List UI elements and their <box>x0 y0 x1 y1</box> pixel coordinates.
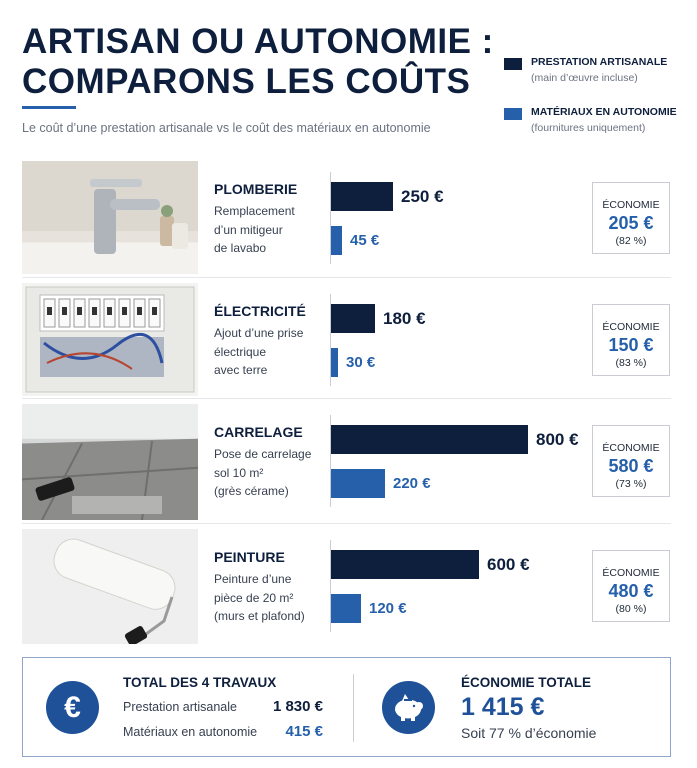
bar-autonomie-label: 220 € <box>393 475 431 492</box>
row-divider <box>22 277 671 278</box>
totals-panel <box>22 657 671 757</box>
bar-autonomie-label: 120 € <box>369 600 407 617</box>
legend-item-artisan <box>504 56 694 106</box>
tiles-photo <box>22 404 198 520</box>
legend-label: MATÉRIAUX EN AUTONOMIE <box>531 106 677 118</box>
row-divider <box>22 398 671 399</box>
savings-percent: (80 %) <box>615 603 647 615</box>
total-artisan-value: 1 830 € <box>272 698 323 715</box>
page-title <box>22 22 494 102</box>
legend-sub: (fournitures uniquement) <box>531 122 646 134</box>
category-title: PEINTURE <box>214 549 285 565</box>
category-title: CARRELAGE <box>214 424 303 440</box>
description-line: d’un mitigeur <box>214 222 283 237</box>
total-autonomie-value: 415 € <box>285 723 323 740</box>
category-title: ÉLECTRICITÉ <box>214 303 306 319</box>
savings-value: 150 € <box>608 335 654 355</box>
description-line: Peinture d’une <box>214 572 292 586</box>
category-description <box>214 202 324 258</box>
legend-swatch-artisan <box>504 58 522 70</box>
bar-autonomie-label: 45 € <box>350 232 380 249</box>
category-description <box>214 570 324 626</box>
bar-autonomie-label: 30 € <box>346 354 376 371</box>
piggy-bank-icon <box>382 681 435 734</box>
bar-artisan <box>331 550 479 579</box>
savings-percent: (82 %) <box>615 235 647 247</box>
savings-value: 480 € <box>608 581 654 601</box>
bar-artisan-label: 180 € <box>383 309 426 328</box>
savings-label: ÉCONOMIE <box>602 442 660 454</box>
bar-autonomie <box>331 594 361 623</box>
category-title: PLOMBERIE <box>214 181 298 197</box>
total-artisan-label: Prestation artisanale <box>123 700 237 714</box>
savings-percent: (73 %) <box>615 478 647 490</box>
savings-value: 580 € <box>608 456 654 476</box>
electric-panel-photo <box>22 283 198 396</box>
legend-swatch-autonomie <box>504 108 522 120</box>
description-line: Ajout d’une prise <box>214 326 304 340</box>
totals-separator <box>353 674 354 742</box>
savings-value: 205 € <box>608 213 654 233</box>
faucet-photo <box>22 161 198 274</box>
savings-percent: (83 %) <box>615 357 647 369</box>
total-autonomie-label: Matériaux en autonomie <box>123 725 258 739</box>
bar-artisan <box>331 304 375 333</box>
savings-box <box>592 425 670 497</box>
legend-label: PRESTATION ARTISANALE <box>531 56 668 68</box>
description-line: pièce de 20 m² <box>214 590 294 605</box>
savings-label: ÉCONOMIE <box>602 321 660 333</box>
bar-autonomie <box>331 469 385 498</box>
total-heading: TOTAL DES 4 TRAVAUX <box>123 675 277 690</box>
title-underline <box>22 106 76 109</box>
description-line: (grès cérame) <box>214 484 289 498</box>
description-line: de lavabo <box>214 241 267 255</box>
bar-artisan-label: 600 € <box>487 555 530 574</box>
description-line: électrique <box>214 344 267 359</box>
svg-text:€: € <box>64 691 81 724</box>
savings-box <box>592 550 670 622</box>
title-line-1: ARTISAN OU AUTONOMIE : <box>22 22 494 61</box>
savings-label: ÉCONOMIE <box>602 567 660 579</box>
bar-autonomie <box>331 348 338 377</box>
description-line: avec terre <box>214 363 268 377</box>
legend-sub: (main d’œuvre incluse) <box>531 72 638 84</box>
savings-label: ÉCONOMIE <box>602 199 660 211</box>
description-line: (murs et plafond) <box>214 609 305 623</box>
savings-box <box>592 304 670 376</box>
paint-roller-photo <box>22 529 198 644</box>
category-description <box>214 445 324 501</box>
savings-box <box>592 182 670 254</box>
legend-item-autonomie <box>504 106 694 156</box>
bar-artisan <box>331 425 528 454</box>
description-line: sol 10 m² <box>214 465 264 480</box>
savings-sub: Soit 77 % d’économie <box>461 725 597 741</box>
euro-icon <box>46 681 99 734</box>
description-line: Pose de carrelage <box>214 447 312 461</box>
legend <box>504 56 694 156</box>
bar-autonomie <box>331 226 342 255</box>
bar-artisan <box>331 182 393 211</box>
description-line: Remplacement <box>214 204 295 218</box>
row-divider <box>22 523 671 524</box>
bar-artisan-label: 800 € <box>536 430 579 449</box>
savings-heading: ÉCONOMIE TOTALE <box>461 675 592 690</box>
title-line-2: COMPARONS LES COÛTS <box>22 62 471 101</box>
bar-artisan-label: 250 € <box>401 187 444 206</box>
subtitle: Le coût d’une prestation artisanale vs le coût des matériaux en autonomie <box>22 121 431 135</box>
savings-value: 1 415 € <box>461 693 545 721</box>
category-description <box>214 324 324 380</box>
